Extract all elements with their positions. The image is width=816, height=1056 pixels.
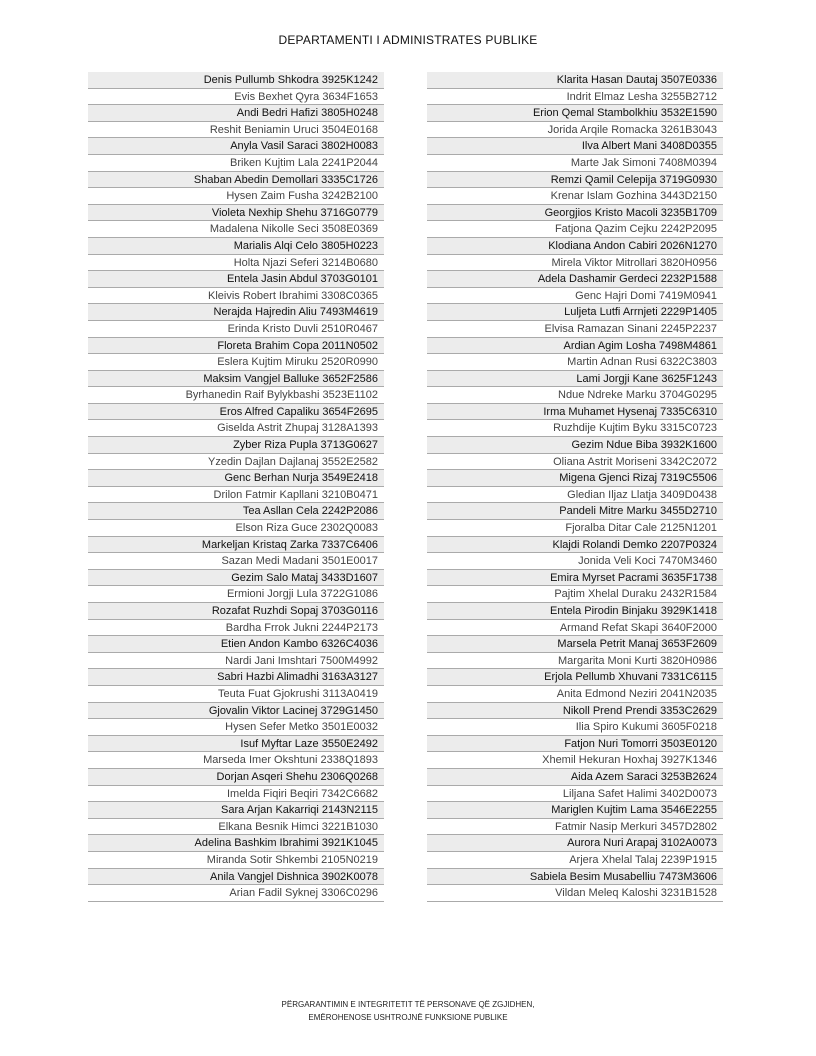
list-item: Miranda Sotir Shkembi 2105N0219 [88,852,384,869]
list-item: Krenar Islam Gozhina 3443D2150 [427,188,723,205]
list-item: Zyber Riza Pupla 3713G0627 [88,437,384,454]
list-item: Vildan Meleq Kaloshi 3231B1528 [427,885,723,902]
list-item: Marseda Imer Okshtuni 2338Q1893 [88,752,384,769]
list-item: Ardian Agim Losha 7498M4861 [427,338,723,355]
list-item: Briken Kujtim Lala 2241P2044 [88,155,384,172]
list-item: Reshit Beniamin Uruci 3504E0168 [88,122,384,139]
list-item: Margarita Moni Kurti 3820H0986 [427,653,723,670]
list-item: Madalena Nikolle Seci 3508E0369 [88,221,384,238]
list-item: Fjoralba Ditar Cale 2125N1201 [427,520,723,537]
list-item: Aida Azem Saraci 3253B2624 [427,769,723,786]
list-item: Anita Edmond Neziri 2041N2035 [427,686,723,703]
list-item: Ilva Albert Mani 3408D0355 [427,138,723,155]
list-item: Isuf Myftar Laze 3550E2492 [88,736,384,753]
list-item: Ilia Spiro Kukumi 3605F0218 [427,719,723,736]
list-item: Tea Asllan Cela 2242P2086 [88,503,384,520]
list-item: Erinda Kristo Duvli 2510R0467 [88,321,384,338]
list-item: Violeta Nexhip Shehu 3716G0779 [88,205,384,222]
list-item: Migena Gjenci Rizaj 7319C5506 [427,470,723,487]
list-item: Jorida Arqile Romacka 3261B3043 [427,122,723,139]
left-name-column [88,72,384,902]
list-item: Sabiela Besim Musabelliu 7473M3606 [427,869,723,886]
list-item: Nikoll Prend Prendi 3353C2629 [427,703,723,720]
list-item: Entela Pirodin Binjaku 3929K1418 [427,603,723,620]
list-item: Marialis Alqi Celo 3805H0223 [88,238,384,255]
list-item: Gezim Salo Mataj 3433D1607 [88,570,384,587]
list-item: Marsela Petrit Manaj 3653F2609 [427,636,723,653]
list-item: Rozafat Ruzhdi Sopaj 3703G0116 [88,603,384,620]
list-item: Imelda Fiqiri Beqiri 7342C6682 [88,786,384,803]
list-item: Bardha Frrok Jukni 2244P2173 [88,620,384,637]
list-item: Fatmir Nasip Merkuri 3457D2802 [427,819,723,836]
list-item: Elvisa Ramazan Sinani 2245P2237 [427,321,723,338]
list-item: Xhemil Hekuran Hoxhaj 3927K1346 [427,752,723,769]
list-item: Arjera Xhelal Talaj 2239P1915 [427,852,723,869]
list-item: Elkana Besnik Himci 3221B1030 [88,819,384,836]
list-item: Floreta Brahim Copa 2011N0502 [88,338,384,355]
list-item: Klodiana Andon Cabiri 2026N1270 [427,238,723,255]
list-item: Ermioni Jorgji Lula 3722G1086 [88,586,384,603]
list-item: Mirela Viktor Mitrollari 3820H0956 [427,255,723,272]
list-item: Giselda Astrit Zhupaj 3128A1393 [88,420,384,437]
right-name-column [427,72,723,902]
list-item: Indrit Elmaz Lesha 3255B2712 [427,89,723,106]
list-item: Lami Jorgji Kane 3625F1243 [427,371,723,388]
list-item: Entela Jasin Abdul 3703G0101 [88,271,384,288]
list-item: Markeljan Kristaq Zarka 7337C6406 [88,537,384,554]
list-item: Ruzhdije Kujtim Byku 3315C0723 [427,420,723,437]
list-item: Fatjon Nuri Tomorri 3503E0120 [427,736,723,753]
list-item: Fatjona Qazim Cejku 2242P2095 [427,221,723,238]
list-item: Genc Hajri Domi 7419M0941 [427,288,723,305]
list-item: Georgjios Kristo Macoli 3235B1709 [427,205,723,222]
list-item: Eslera Kujtim Miruku 2520R0990 [88,354,384,371]
list-item: Maksim Vangjel Balluke 3652F2586 [88,371,384,388]
list-item: Elson Riza Guce 2302Q0083 [88,520,384,537]
list-item: Shaban Abedin Demollari 3335C1726 [88,172,384,189]
list-item: Remzi Qamil Celepija 3719G0930 [427,172,723,189]
list-item: Adela Dashamir Gerdeci 2232P1588 [427,271,723,288]
list-item: Sazan Medi Madani 3501E0017 [88,553,384,570]
list-item: Klarita Hasan Dautaj 3507E0336 [427,72,723,89]
list-item: Liljana Safet Halimi 3402D0073 [427,786,723,803]
list-item: Nardi Jani Imshtari 7500M4992 [88,653,384,670]
page-footer [0,998,816,1024]
list-item: Hysen Zaim Fusha 3242B2100 [88,188,384,205]
list-item: Nerajda Hajredin Aliu 7493M4619 [88,304,384,321]
list-item: Denis Pullumb Shkodra 3925K1242 [88,72,384,89]
list-item: Pajtim Xhelal Duraku 2432R1584 [427,586,723,603]
list-item: Aurora Nuri Arapaj 3102A0073 [427,835,723,852]
list-item: Sabri Hazbi Alimadhi 3163A3127 [88,669,384,686]
list-item: Dorjan Asqeri Shehu 2306Q0268 [88,769,384,786]
list-item: Byrhanedin Raif Bylykbashi 3523E1102 [88,387,384,404]
list-item: Anila Vangjel Dishnica 3902K0078 [88,869,384,886]
list-item: Eros Alfred Capaliku 3654F2695 [88,404,384,421]
list-item: Ndue Ndreke Marku 3704G0295 [427,387,723,404]
list-item: Yzedin Dajlan Dajlanaj 3552E2582 [88,454,384,471]
list-item: Erion Qemal Stambolkhiu 3532E1590 [427,105,723,122]
list-item: Andi Bedri Hafizi 3805H0248 [88,105,384,122]
list-item: Hysen Sefer Metko 3501E0032 [88,719,384,736]
list-item: Mariglen Kujtim Lama 3546E2255 [427,802,723,819]
list-item: Oliana Astrit Moriseni 3342C2072 [427,454,723,471]
list-item: Luljeta Lutfi Arrnjeti 2229P1405 [427,304,723,321]
list-item: Sara Arjan Kakarriqi 2143N2115 [88,802,384,819]
footer-line-1: PËRGARANTIMIN E INTEGRITETIT TË PERSONAVE QË ZGJIDHEN, [281,1000,535,1009]
list-item: Gezim Ndue Biba 3932K1600 [427,437,723,454]
list-item: Erjola Pellumb Xhuvani 7331C6115 [427,669,723,686]
list-item: Gledian Iljaz Llatja 3409D0438 [427,487,723,504]
list-item: Holta Njazi Seferi 3214B0680 [88,255,384,272]
list-item: Marte Jak Simoni 7408M0394 [427,155,723,172]
list-item: Genc Berhan Nurja 3549E2418 [88,470,384,487]
list-item: Kleivis Robert Ibrahimi 3308C0365 [88,288,384,305]
list-item: Etien Andon Kambo 6326C4036 [88,636,384,653]
list-item: Drilon Fatmir Kapllani 3210B0471 [88,487,384,504]
list-item: Armand Refat Skapi 3640F2000 [427,620,723,637]
list-item: Gjovalin Viktor Lacinej 3729G1450 [88,703,384,720]
list-item: Adelina Bashkim Ibrahimi 3921K1045 [88,835,384,852]
list-item: Jonida Veli Koci 7470M3460 [427,553,723,570]
list-item: Pandeli Mitre Marku 3455D2710 [427,503,723,520]
list-item: Emira Myrset Pacrami 3635F1738 [427,570,723,587]
list-item: Teuta Fuat Gjokrushi 3113A0419 [88,686,384,703]
list-item: Arian Fadil Syknej 3306C0296 [88,885,384,902]
page-title: DEPARTAMENTI I ADMINISTRATES PUBLIKE [278,33,538,47]
list-item: Martin Adnan Rusi 6322C3803 [427,354,723,371]
footer-line-2: EMËROHENOSE USHTROJNË FUNKSIONE PUBLIKE [308,1013,508,1022]
list-item: Irma Muhamet Hysenaj 7335C6310 [427,404,723,421]
list-item: Evis Bexhet Qyra 3634F1653 [88,89,384,106]
list-item: Klajdi Rolandi Demko 2207P0324 [427,537,723,554]
list-item: Anyla Vasil Saraci 3802H0083 [88,138,384,155]
